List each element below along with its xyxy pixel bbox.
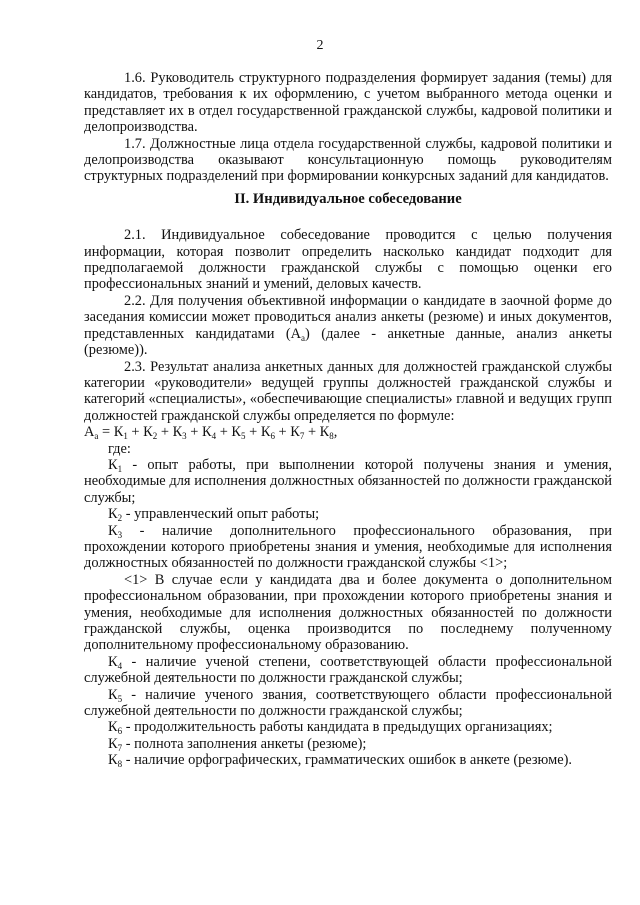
coefficient-symbol: К [108,735,118,752]
formula-term: К [172,424,183,441]
formula-term: К [143,424,153,441]
coefficient-symbol: К [108,653,118,670]
formula-term: К [231,424,242,441]
coefficient-description: - наличие дополнительного профессионального образования, при прохождении которого приобретены знания и умения, необходимые для исполнения должностных обязанностей по должности гражданской службы <1>; [84,522,612,572]
formula-lhs-subscript: а [94,431,99,442]
coefficient-description: - наличие ученого звания, соответствующего области профессиональной служебной деятельности по должности гражданской службы; [84,686,612,720]
coefficient-description: - продолжительность работы кандидата в предыдущих организациях; [122,719,553,736]
formula-operator: + [216,424,232,441]
paragraph-1-6: 1.6. Руководитель структурного подразделения формирует задания (темы) для кандидатов, требования к их оформлению, с учетом выбранного метода оценки и представляет их в отдел государственной гражданской службы, кадровой политики и делопроизводства. [84,70,612,136]
where-label: где: [108,440,131,457]
formula-terms [114,424,338,440]
coefficient-list-continued [84,654,612,769]
formula-term-subscript: 4 [211,431,217,442]
coefficient-symbol: К [108,522,118,539]
formula-term-subscript: 2 [152,431,158,442]
coefficient-symbol: К [108,752,118,769]
coefficient-description: - управленческий опыт работы; [122,506,320,523]
coefficient-item [84,523,612,572]
coefficient-item [84,506,612,522]
formula-operator: + [157,424,173,441]
coefficient-symbol: К [108,506,118,523]
paragraph-2-1: 2.1. Индивидуальное собеседование проводится с целью получения информации, которая позволит определить насколько кандидат подходит для предполагаемой должности гражданской службы с помощью оценки его профессиональных знаний и умений, деловых качеств. [84,227,612,293]
coefficient-item [84,687,612,720]
coefficient-description: - полнота заполнения анкеты (резюме); [122,735,367,752]
coefficient-item [84,752,612,768]
paragraph-2-2 [84,293,612,359]
formula-term: К [319,424,330,441]
coefficient-subscript: 1 [117,463,123,474]
coefficient-item [84,654,612,687]
coefficient-subscript: 2 [117,513,123,524]
formula-term-subscript: 7 [299,431,305,442]
paragraph-2-2-text: 2.2. Для получения объективной информации о кандидате в заочной форме до заседания комиссии может проводиться анализ анкеты (резюме) и иных документов, представленных кандидатами (А [84,292,612,342]
paragraph-2-2-text-end: ) (далее - анкетные данные, анализ анкеты (резюме)). [84,325,612,359]
formula [84,424,612,440]
coefficient-subscript: 5 [117,693,123,704]
formula-term-subscript: 6 [270,431,275,442]
coefficient-subscript: 8 [117,759,123,770]
section-heading: II. Индивидуальное собеседование [234,190,462,207]
coefficient-item [84,457,612,506]
footnote: <1> В случае если у кандидата два и более документа о дополнительном профессиональном образовании, при прохождении которого приобретены знания и умения, необходимые для исполнения должностных обязанностей по должности гражданской службы, оценка производится по последнему полученному дополнительному профессиональному образованию. [84,571,612,654]
formula-term-subscript: 5 [241,431,246,442]
formula-operator: + [274,424,291,441]
formula-operator: + [304,424,320,441]
coefficient-subscript: 6 [117,726,123,737]
document-body [84,70,612,769]
coefficient-list [84,457,612,572]
formula-term-subscript: 1 [123,431,128,442]
paragraph-2-2-subscript: а [301,332,306,343]
formula-operator: + [186,424,202,441]
coefficient-symbol: К [108,719,118,736]
formula-term: К [201,424,212,441]
formula-lhs: А [84,424,95,441]
formula-equals: = [98,424,114,441]
coefficient-description: - наличие ученой степени, соответствующей области профессиональной служебной деятельности по должности гражданской службы; [84,653,612,687]
coefficient-subscript: 7 [117,742,123,753]
formula-term-subscript: 8 [329,431,334,442]
coefficient-description: - опыт работы, при выполнении которой получены знания и умения, необходимые для исполнения должностных обязанностей по должности гражданской службы; [84,456,612,506]
formula-term-subscript: 3 [182,431,187,442]
coefficient-subscript: 4 [117,660,123,671]
coefficient-description: - наличие орфографических, грамматических ошибок в анкете (резюме). [122,752,572,769]
formula-term: К [260,424,271,441]
coefficient-item [84,719,612,735]
page-number: 2 [316,38,324,53]
coefficient-subscript: 3 [117,529,123,540]
formula-term: К [290,424,300,441]
formula-operator: , [333,424,338,441]
formula-operator: + [245,424,261,441]
coefficient-item [84,736,612,752]
paragraph-2-3: 2.3. Результат анализа анкетных данных для должностей гражданской службы категории «руководители» ведущей группы должностей гражданской службы и категорий «специалисты», «обеспечивающие специалисты» главной и ведущих групп должностей гражданской службы определяется по формуле: [84,358,612,424]
coefficient-symbol: К [108,456,118,473]
coefficient-symbol: К [108,686,118,703]
formula-operator: + [127,424,144,441]
formula-term: К [113,424,124,441]
paragraph-1-7: 1.7. Должностные лица отдела государственной службы, кадровой политики и делопроизводства оказывают консультационную помощь руководителям структурных подразделений при формировании конкурсных заданий для кандидатов. [84,135,612,185]
